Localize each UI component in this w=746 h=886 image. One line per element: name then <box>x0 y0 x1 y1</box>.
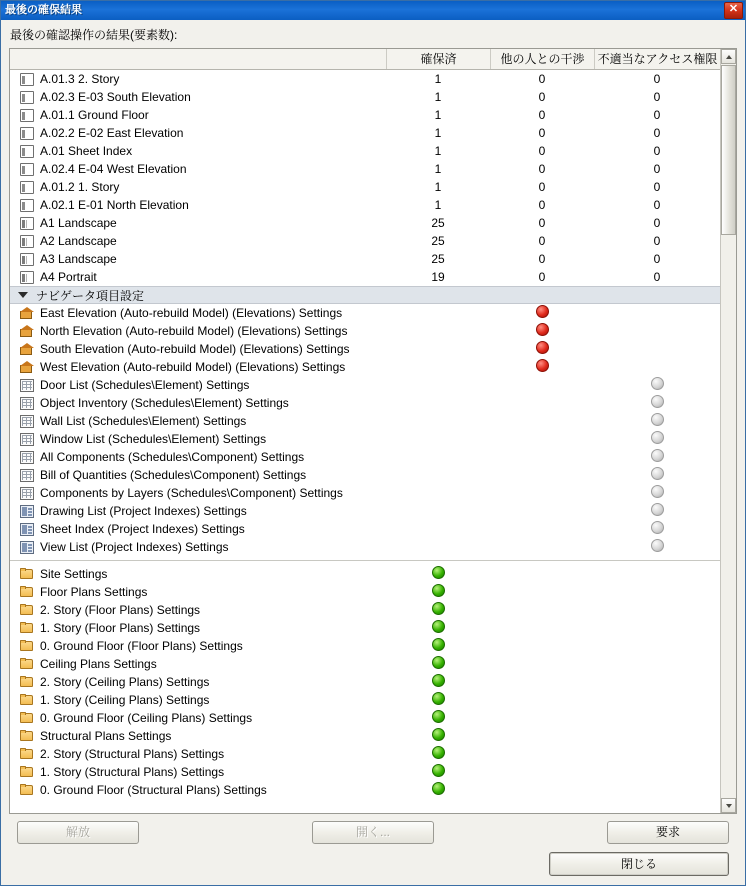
row-label: Door List (Schedules\Element) Settings <box>40 378 250 392</box>
row-label: Wall List (Schedules\Element) Settings <box>40 414 247 428</box>
table-row[interactable] <box>10 727 736 745</box>
table-row[interactable] <box>10 376 736 394</box>
status-badge <box>536 359 549 372</box>
row-label: East Elevation (Auto-rebuild Model) (Elevations) Settings <box>40 306 343 320</box>
status-badge <box>536 323 549 336</box>
request-button[interactable]: 要求 <box>607 821 729 844</box>
column-header-name[interactable] <box>10 49 386 69</box>
table-row[interactable] <box>10 214 736 232</box>
status-badge <box>432 782 445 795</box>
row-name-cell <box>10 360 386 374</box>
cell-access: 0 <box>653 234 661 248</box>
row-name-cell <box>10 324 386 338</box>
close-button[interactable]: 閉じる <box>549 852 729 876</box>
group-header-label: ナビゲータ項目設定 <box>36 288 145 303</box>
cell-reserved: 25 <box>431 216 445 230</box>
table-row[interactable] <box>10 601 736 619</box>
results-list <box>9 48 737 814</box>
table-row[interactable] <box>10 484 736 502</box>
folder-icon <box>20 766 34 778</box>
layout-icon <box>20 127 34 140</box>
open-button[interactable]: 開く... <box>312 821 434 844</box>
status-badge <box>651 539 664 552</box>
row-name-cell <box>10 108 386 122</box>
row-name-cell <box>10 414 386 428</box>
row-label: Structural Plans Settings <box>40 729 172 743</box>
status-badge <box>432 674 445 687</box>
row-name-cell <box>10 504 386 518</box>
row-label: Sheet Index (Project Indexes) Settings <box>40 522 245 536</box>
elevation-icon <box>20 325 34 338</box>
table-row[interactable] <box>10 70 736 88</box>
status-badge <box>432 764 445 777</box>
cell-reserved: 1 <box>434 144 442 158</box>
cell-interference: 0 <box>538 162 546 176</box>
schedule-icon <box>20 397 34 410</box>
row-label: A3 Landscape <box>40 252 117 266</box>
status-badge <box>432 746 445 759</box>
cell-access <box>594 467 720 483</box>
table-row[interactable] <box>10 655 736 673</box>
status-badge <box>651 467 664 480</box>
cell-reserved: 1 <box>434 162 442 176</box>
row-name-cell <box>10 522 386 536</box>
column-header-reserved[interactable]: 確保済 <box>386 49 490 69</box>
status-badge <box>432 566 445 579</box>
table-row[interactable] <box>10 637 736 655</box>
section-divider <box>10 560 736 561</box>
row-label: Components by Layers (Schedules\Component) Settings <box>40 486 343 500</box>
elevation-icon <box>20 307 34 320</box>
close-icon[interactable]: ✕ <box>724 2 743 19</box>
row-label: A.01.2 1. Story <box>40 180 120 194</box>
table-row[interactable] <box>10 250 736 268</box>
folder-icon <box>20 730 34 742</box>
cell-reserved: 1 <box>434 180 442 194</box>
folder-icon <box>20 712 34 724</box>
table-row[interactable] <box>10 322 736 340</box>
folder-icon <box>20 568 34 580</box>
cell-access: 0 <box>653 198 661 212</box>
cell-interference: 0 <box>538 144 546 158</box>
cell-access <box>594 431 720 447</box>
row-name-cell <box>10 144 386 158</box>
folder-icon <box>20 658 34 670</box>
cell-access <box>594 485 720 501</box>
table-row[interactable] <box>10 106 736 124</box>
table-row[interactable] <box>10 178 736 196</box>
table-row[interactable] <box>10 160 736 178</box>
row-name-cell <box>10 747 386 761</box>
cell-reserved <box>386 584 490 600</box>
chevron-down-icon[interactable] <box>18 292 28 298</box>
row-name-cell <box>10 693 386 707</box>
row-label: Site Settings <box>40 567 108 581</box>
status-badge <box>651 395 664 408</box>
table-row[interactable] <box>10 394 736 412</box>
row-name-cell <box>10 486 386 500</box>
row-name-cell <box>10 180 386 194</box>
cell-reserved <box>386 764 490 780</box>
row-label: A4 Portrait <box>40 270 97 284</box>
schedule-icon <box>20 487 34 500</box>
row-label: 1. Story (Floor Plans) Settings <box>40 621 201 635</box>
row-name-cell <box>10 396 386 410</box>
cell-reserved: 25 <box>431 252 445 266</box>
cell-interference: 0 <box>538 90 546 104</box>
folder-icon <box>20 622 34 634</box>
table-row[interactable] <box>10 709 736 727</box>
row-label: A.01.1 Ground Floor <box>40 108 149 122</box>
row-name-cell <box>10 198 386 212</box>
status-badge <box>432 638 445 651</box>
cell-access <box>594 413 720 429</box>
table-row[interactable] <box>10 412 736 430</box>
row-name-cell <box>10 567 386 581</box>
row-name-cell <box>10 378 386 392</box>
cell-access: 0 <box>653 126 661 140</box>
cell-interference <box>490 359 594 375</box>
scrollbar-thumb[interactable] <box>721 65 736 235</box>
layout-full-icon <box>20 235 34 248</box>
cell-access: 0 <box>653 252 661 266</box>
schedule-icon <box>20 451 34 464</box>
status-badge <box>651 413 664 426</box>
row-name-cell <box>10 342 386 356</box>
layout-icon <box>20 199 34 212</box>
table-row[interactable] <box>10 745 736 763</box>
row-name-cell <box>10 216 386 230</box>
column-header-interference[interactable]: 他の人との干渉 <box>490 49 594 69</box>
row-name-cell <box>10 72 386 86</box>
table-row[interactable] <box>10 448 736 466</box>
table-row[interactable] <box>10 196 736 214</box>
row-label: Floor Plans Settings <box>40 585 148 599</box>
table-row[interactable] <box>10 502 736 520</box>
status-badge <box>651 431 664 444</box>
cell-reserved: 25 <box>431 234 445 248</box>
row-name-cell <box>10 657 386 671</box>
cell-access <box>594 395 720 411</box>
layout-icon <box>20 73 34 86</box>
cell-reserved <box>386 710 490 726</box>
row-label: A.02.3 E-03 South Elevation <box>40 90 191 104</box>
row-name-cell <box>10 234 386 248</box>
status-badge <box>432 692 445 705</box>
row-label: A.02.1 E-01 North Elevation <box>40 198 189 212</box>
row-name-cell <box>10 306 386 320</box>
row-name-cell <box>10 432 386 446</box>
row-label: View List (Project Indexes) Settings <box>40 540 229 554</box>
layout-full-icon <box>20 253 34 266</box>
layout-icon <box>20 181 34 194</box>
cell-reserved: 1 <box>434 198 442 212</box>
row-name-cell <box>10 621 386 635</box>
cell-interference: 0 <box>538 72 546 86</box>
cell-reserved <box>386 602 490 618</box>
status-badge <box>651 377 664 390</box>
table-row[interactable] <box>10 619 736 637</box>
window-title: 最後の確保結果 <box>5 4 82 16</box>
cell-interference: 0 <box>538 198 546 212</box>
table-row[interactable] <box>10 520 736 538</box>
elevation-icon <box>20 343 34 356</box>
cell-access: 0 <box>653 108 661 122</box>
folder-icon <box>20 604 34 616</box>
layout-icon <box>20 91 34 104</box>
cell-reserved <box>386 674 490 690</box>
folder-icon <box>20 586 34 598</box>
row-label: A2 Landscape <box>40 234 117 248</box>
row-name-cell <box>10 270 386 284</box>
cell-interference: 0 <box>538 270 546 284</box>
row-name-cell <box>10 540 386 554</box>
row-name-cell <box>10 252 386 266</box>
cell-interference <box>490 323 594 339</box>
row-label: A.01.3 2. Story <box>40 72 120 86</box>
index-icon <box>20 541 34 554</box>
table-row[interactable] <box>10 763 736 781</box>
cell-reserved <box>386 566 490 582</box>
table-row[interactable] <box>10 88 736 106</box>
cell-access: 0 <box>653 162 661 176</box>
cell-interference: 0 <box>538 180 546 194</box>
row-label: West Elevation (Auto-rebuild Model) (Elevations) Settings <box>40 360 346 374</box>
status-badge <box>432 584 445 597</box>
group-header-row[interactable] <box>10 286 736 304</box>
cell-access <box>594 521 720 537</box>
cell-interference: 0 <box>538 234 546 248</box>
cell-access: 0 <box>653 216 661 230</box>
table-row[interactable] <box>10 691 736 709</box>
status-badge <box>651 449 664 462</box>
scroll-up-icon[interactable] <box>721 49 736 64</box>
cell-interference: 0 <box>538 252 546 266</box>
status-badge <box>651 485 664 498</box>
cell-reserved <box>386 782 490 798</box>
row-label: Ceiling Plans Settings <box>40 657 157 671</box>
column-header-access[interactable]: 不適当なアクセス権限 <box>594 49 720 69</box>
layout-icon <box>20 109 34 122</box>
table-row[interactable] <box>10 232 736 250</box>
cell-reserved <box>386 656 490 672</box>
row-label: Object Inventory (Schedules\Element) Settings <box>40 396 289 410</box>
cell-reserved <box>386 728 490 744</box>
status-badge <box>432 602 445 615</box>
row-name-cell <box>10 729 386 743</box>
row-name-cell <box>10 603 386 617</box>
folder-icon <box>20 676 34 688</box>
table-row[interactable] <box>10 304 736 322</box>
cell-reserved: 1 <box>434 90 442 104</box>
status-badge <box>432 656 445 669</box>
cell-interference: 0 <box>538 108 546 122</box>
table-row[interactable] <box>10 565 736 583</box>
status-badge <box>536 341 549 354</box>
row-name-cell <box>10 450 386 464</box>
table-row[interactable] <box>10 538 736 556</box>
index-icon <box>20 505 34 518</box>
cell-access: 0 <box>653 180 661 194</box>
row-label: Drawing List (Project Indexes) Settings <box>40 504 247 518</box>
row-name-cell <box>10 675 386 689</box>
title-bar <box>1 1 745 20</box>
list-header <box>10 49 736 70</box>
schedule-icon <box>20 433 34 446</box>
cell-access: 0 <box>653 270 661 284</box>
status-badge <box>651 521 664 534</box>
row-label: North Elevation (Auto-rebuild Model) (Elevations) Settings <box>40 324 348 338</box>
cell-reserved <box>386 620 490 636</box>
folder-icon <box>20 640 34 652</box>
layout-icon <box>20 163 34 176</box>
row-name-cell <box>10 639 386 653</box>
cell-access: 0 <box>653 144 661 158</box>
row-label: 0. Ground Floor (Structural Plans) Settings <box>40 783 267 797</box>
layout-full-icon <box>20 271 34 284</box>
row-name-cell <box>10 711 386 725</box>
cell-interference: 0 <box>538 126 546 140</box>
table-row[interactable] <box>10 673 736 691</box>
table-row[interactable] <box>10 142 736 160</box>
row-label: A.02.4 E-04 West Elevation <box>40 162 187 176</box>
cell-interference <box>490 341 594 357</box>
cell-reserved <box>386 746 490 762</box>
cell-interference <box>490 305 594 321</box>
row-label: Bill of Quantities (Schedules\Component) Settings <box>40 468 307 482</box>
row-label: South Elevation (Auto-rebuild Model) (Elevations) Settings <box>40 342 350 356</box>
row-label: 0. Ground Floor (Floor Plans) Settings <box>40 639 243 653</box>
cell-access: 0 <box>653 90 661 104</box>
result-caption: 最後の確認操作の結果(要素数): <box>10 28 178 42</box>
row-label: 2. Story (Floor Plans) Settings <box>40 603 201 617</box>
folder-icon <box>20 694 34 706</box>
schedule-icon <box>20 415 34 428</box>
row-label: 1. Story (Structural Plans) Settings <box>40 765 225 779</box>
dialog-body <box>1 20 745 885</box>
action-button-row <box>9 814 737 844</box>
release-button[interactable]: 解放 <box>17 821 139 844</box>
row-name-cell <box>10 90 386 104</box>
row-label: 2. Story (Ceiling Plans) Settings <box>40 675 210 689</box>
index-icon <box>20 523 34 536</box>
row-label: Window List (Schedules\Element) Settings <box>40 432 267 446</box>
row-name-cell <box>10 162 386 176</box>
cell-reserved <box>386 638 490 654</box>
table-row[interactable] <box>10 583 736 601</box>
elevation-icon <box>20 361 34 374</box>
row-name-cell <box>10 126 386 140</box>
table-row[interactable] <box>10 430 736 448</box>
cell-access <box>594 539 720 555</box>
table-row[interactable] <box>10 358 736 376</box>
cell-access <box>594 449 720 465</box>
cell-reserved <box>386 692 490 708</box>
layout-full-icon <box>20 217 34 230</box>
scroll-down-icon[interactable] <box>721 798 736 813</box>
row-name-cell <box>10 585 386 599</box>
cell-access <box>594 377 720 393</box>
cell-access: 0 <box>653 72 661 86</box>
row-name-cell <box>10 783 386 797</box>
status-badge <box>536 305 549 318</box>
schedule-icon <box>20 379 34 392</box>
table-row[interactable] <box>10 124 736 142</box>
row-label: 2. Story (Structural Plans) Settings <box>40 747 225 761</box>
cell-interference: 0 <box>538 216 546 230</box>
list-rows[interactable] <box>10 70 736 813</box>
row-label: A1 Landscape <box>40 216 117 230</box>
status-badge <box>432 620 445 633</box>
folder-icon <box>20 748 34 760</box>
cell-reserved: 1 <box>434 126 442 140</box>
close-button-row <box>9 844 737 885</box>
folder-icon <box>20 784 34 796</box>
status-badge <box>432 710 445 723</box>
layout-icon <box>20 145 34 158</box>
table-row[interactable] <box>10 268 736 286</box>
row-label: A.01 Sheet Index <box>40 144 133 158</box>
cell-reserved: 1 <box>434 108 442 122</box>
status-badge <box>651 503 664 516</box>
vertical-scrollbar[interactable] <box>720 49 736 813</box>
table-row[interactable] <box>10 340 736 358</box>
row-label: A.02.2 E-02 East Elevation <box>40 126 184 140</box>
table-row[interactable] <box>10 466 736 484</box>
cell-reserved: 1 <box>434 72 442 86</box>
row-label: 1. Story (Ceiling Plans) Settings <box>40 693 210 707</box>
row-name-cell <box>10 765 386 779</box>
row-label: 0. Ground Floor (Ceiling Plans) Settings <box>40 711 253 725</box>
status-badge <box>432 728 445 741</box>
schedule-icon <box>20 469 34 482</box>
cell-access <box>594 503 720 519</box>
row-name-cell <box>10 468 386 482</box>
table-row[interactable] <box>10 781 736 799</box>
cell-reserved: 19 <box>431 270 445 284</box>
row-label: All Components (Schedules\Component) Settings <box>40 450 305 464</box>
